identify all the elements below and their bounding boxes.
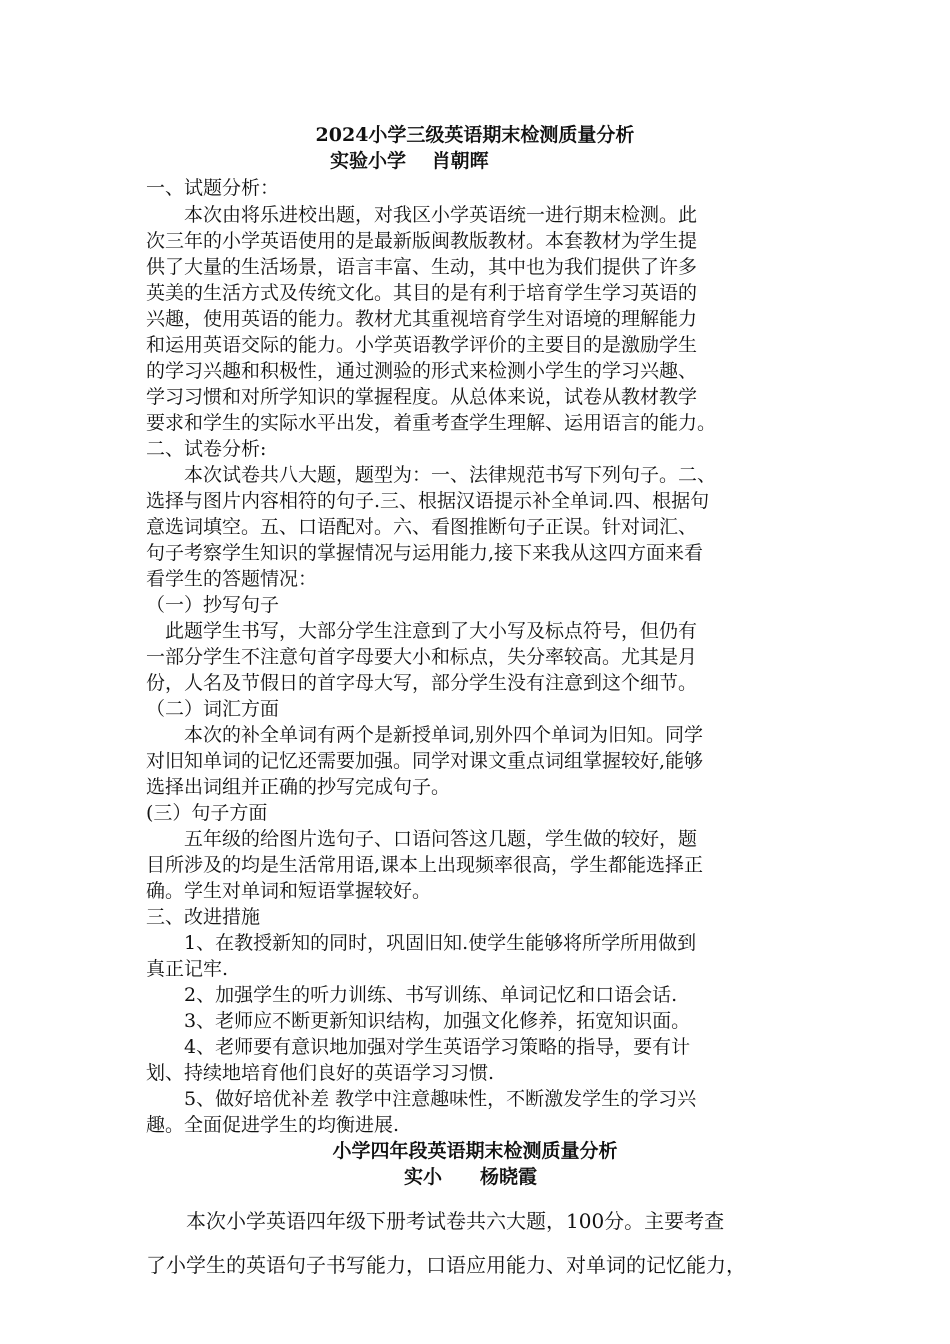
body-line: 一部分学生不注意句首字母要大小和标点，失分率较高。尤其是月 (146, 646, 698, 668)
section-heading: 三、改进措施 (146, 906, 261, 928)
body-line: 趣。全面促进学生的均衡进展. (146, 1114, 400, 1136)
body-line: 选择出词组并正确的抄写完成句子。 (146, 776, 451, 798)
body-line: 供了大量的生活场景，语言丰富、生动，其中也为我们提供了许多 (146, 256, 698, 278)
body-line: 划、持续地培育他们良好的英语学习习惯. (146, 1062, 495, 1084)
section-heading: 一、试题分析： (146, 177, 280, 199)
body-line: 学习习惯和对所学知识的掌握程度。从总体来说，试卷从教材教学 (146, 386, 698, 408)
document-title: 2024小学三级英语期末检测质量分析 (315, 124, 635, 146)
body-line: 份，人名及节假日的首字母大写，部分学生没有注意到这个细节。 (146, 672, 698, 694)
second-title: 小学四年段英语期末检测质量分析 (332, 1140, 618, 1162)
body-line: 和运用英语交际的能力。小学英语教学评价的主要目的是激励学生 (146, 334, 698, 356)
subsection-heading: （二）词汇方面 (146, 698, 280, 720)
body-line: 对旧知单词的记忆还需要加强。同学对课文重点词组掌握较好,能够 (146, 750, 704, 772)
body-line: 兴趣，使用英语的能力。教材尤其重视培育学生对语境的理解能力 (146, 308, 698, 330)
body-line: 2、加强学生的听力训练、书写训练、单词记忆和口语会话. (146, 984, 678, 1006)
body-line: 本次小学英语四年级下册考试卷共六大题，100分。主要考查 (146, 1209, 725, 1233)
body-line: 次三年的小学英语使用的是最新版闽教版教材。本套教材为学生提 (146, 230, 698, 252)
author-line: 实验小学 肖朝晖 (330, 150, 489, 172)
body-line: 确。学生对单词和短语掌握较好。 (146, 880, 432, 902)
second-author-line: 实小 杨晓霞 (404, 1166, 538, 1188)
body-line: 目所涉及的均是生活常用语,课本上出现频率很高，学生都能选择正 (146, 854, 704, 876)
body-line: 句子考察学生知识的掌握情况与运用能力,接下来我从这四方面来看 (146, 542, 704, 564)
body-line: 3、老师应不断更新知识结构，加强文化修养，拓宽知识面。 (146, 1010, 691, 1032)
body-line: 真正记牢. (146, 958, 229, 980)
body-line: 五年级的给图片选句子、口语问答这几题，学生做的较好，题 (146, 828, 698, 850)
body-line: 本次试卷共八大题，题型为：一、法律规范书写下列句子。二、 (146, 464, 717, 486)
subsection-heading: (三）句子方面 (146, 802, 268, 824)
body-line: 要求和学生的实际水平出发，着重考查学生理解、运用语言的能力。 (146, 412, 717, 434)
section-heading: 二、试卷分析: (146, 438, 267, 460)
body-line: 本次由将乐进校出题，对我区小学英语统一进行期末检测。此 (146, 204, 698, 226)
body-line: 看学生的答题情况： (146, 568, 318, 590)
body-line: 的学习兴趣和积极性，通过测验的形式来检测小学生的学习兴趣、 (146, 360, 698, 382)
body-line: 英美的生活方式及传统文化。其目的是有利于培育学生学习英语的 (146, 282, 698, 304)
body-line: 4、老师要有意识地加强对学生英语学习策略的指导，要有计 (146, 1036, 691, 1058)
body-line: 本次的补全单词有两个是新授单词,别外四个单词为旧知。同学 (146, 724, 704, 746)
body-line: 此题学生书写，大部分学生注意到了大小写及标点符号，但仍有 (146, 620, 698, 642)
body-line: 了小学生的英语句子书写能力，口语应用能力、对单词的记忆能力， (146, 1253, 746, 1277)
body-line: 选择与图片内容相符的句子.三、根据汉语提示补全单词.四、根据句 (146, 490, 710, 512)
body-line: 5、做好培优补差 教学中注意趣味性，不断激发学生的学习兴 (146, 1088, 697, 1110)
body-line: 1、在教授新知的同时，巩固旧知.使学生能够将所学所用做到 (146, 932, 697, 954)
body-line: 意选词填空。五、口语配对。六、看图推断句子正误。针对词汇、 (146, 516, 698, 538)
subsection-heading: （一）抄写句子 (146, 594, 280, 616)
